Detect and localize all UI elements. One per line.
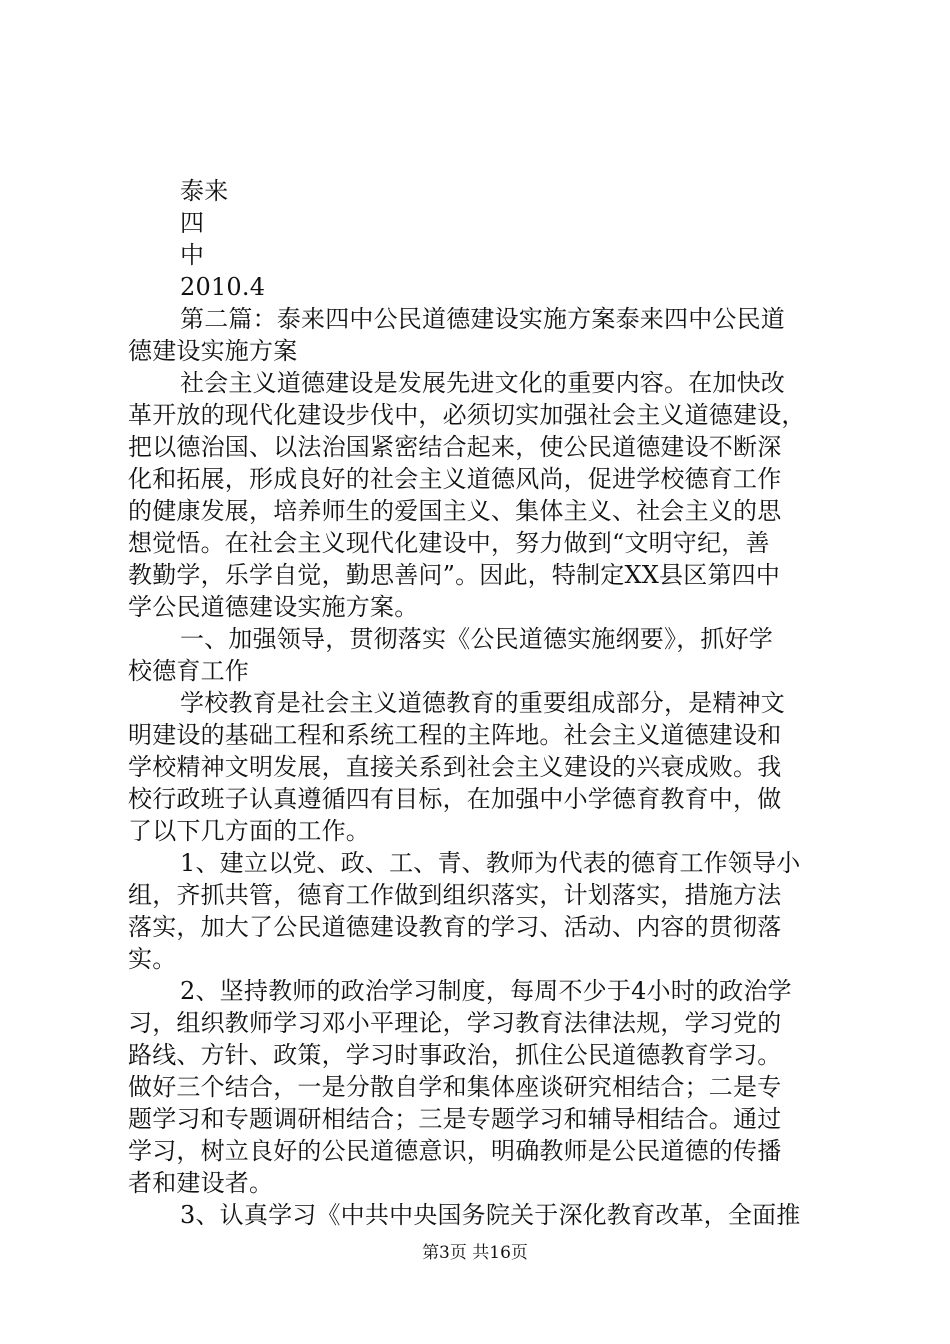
section-title-line-1: 第二篇：泰来四中公民道德建设实施方案泰来四中公民道	[180, 305, 785, 333]
paragraph-line: 革开放的现代化建设步伐中，必须切实加强社会主义道德建设，	[128, 401, 806, 429]
heading-line: 校德育工作	[128, 657, 249, 685]
list-item-line: 实。	[128, 945, 177, 973]
list-item-line: 2、坚持教师的政治学习制度，每周不少于4小时的政治学	[180, 977, 792, 1005]
list-item-line: 落实，加大了公民道德建设教育的学习、活动、内容的贯彻落	[128, 913, 782, 941]
list-item-line: 3、认真学习《中共中央国务院关于深化教育改革，全面推	[180, 1201, 801, 1229]
heading-line: 一、加强领导，贯彻落实《公民道德实施纲要》，抓好学	[180, 625, 773, 653]
paragraph-line: 把以德治国、以法治国紧密结合起来，使公民道德建设不断深	[128, 433, 782, 461]
section-title-line-2: 德建设实施方案	[128, 337, 298, 365]
paragraph-line: 想觉悟。在社会主义现代化建设中，努力做到“文明守纪，善	[128, 529, 770, 557]
list-item-line: 习，组织教师学习邓小平理论，学习教育法律法规，学习党的	[128, 1009, 782, 1037]
list-item-line: 题学习和专题调研相结合；三是专题学习和辅导相结合。通过	[128, 1105, 782, 1133]
paragraph-line: 化和拓展，形成良好的社会主义道德风尚，促进学校德育工作	[128, 465, 782, 493]
list-item-line: 组，齐抓共管，德育工作做到组织落实，计划落实，措施方法	[128, 881, 782, 909]
paragraph-line: 了以下几方面的工作。	[128, 817, 370, 845]
paragraph-line: 的健康发展，培养师生的爱国主义、集体主义、社会主义的思	[128, 497, 782, 525]
list-item-line: 者和建设者。	[128, 1169, 274, 1197]
list-item-line: 路线、方针、政策，学习时事政治，抓住公民道德教育学习。	[128, 1041, 782, 1069]
paragraph-line: 学公民道德建设实施方案。	[128, 593, 419, 621]
paragraph-line: 教勤学，乐学自觉，勤思善问”。因此，特制定XX县区第四中	[128, 561, 781, 589]
paragraph-line: 社会主义道德建设是发展先进文化的重要内容。在加快改	[180, 369, 785, 397]
list-item-line: 1、建立以党、政、工、青、教师为代表的德育工作领导小	[180, 849, 801, 877]
list-item-line: 学习，树立良好的公民道德意识，明确教师是公民道德的传播	[128, 1137, 782, 1165]
signature-line-2: 四	[180, 209, 205, 237]
paragraph-line: 明建设的基础工程和系统工程的主阵地。社会主义道德建设和	[128, 721, 782, 749]
paragraph-line: 学校教育是社会主义道德教育的重要组成部分，是精神文	[180, 689, 785, 717]
signature-line-3: 中	[180, 241, 205, 269]
list-item-line: 做好三个结合，一是分散自学和集体座谈研究相结合；二是专	[128, 1073, 782, 1101]
signature-line-1: 泰来	[180, 177, 229, 205]
page-footer: 第3页 共16页	[422, 1243, 528, 1263]
date-line: 2010.4	[180, 273, 266, 301]
paragraph-line: 学校精神文明发展，直接关系到社会主义建设的兴衰成败。我	[128, 753, 782, 781]
paragraph-line: 校行政班子认真遵循四有目标，在加强中小学德育教育中，做	[128, 785, 782, 813]
